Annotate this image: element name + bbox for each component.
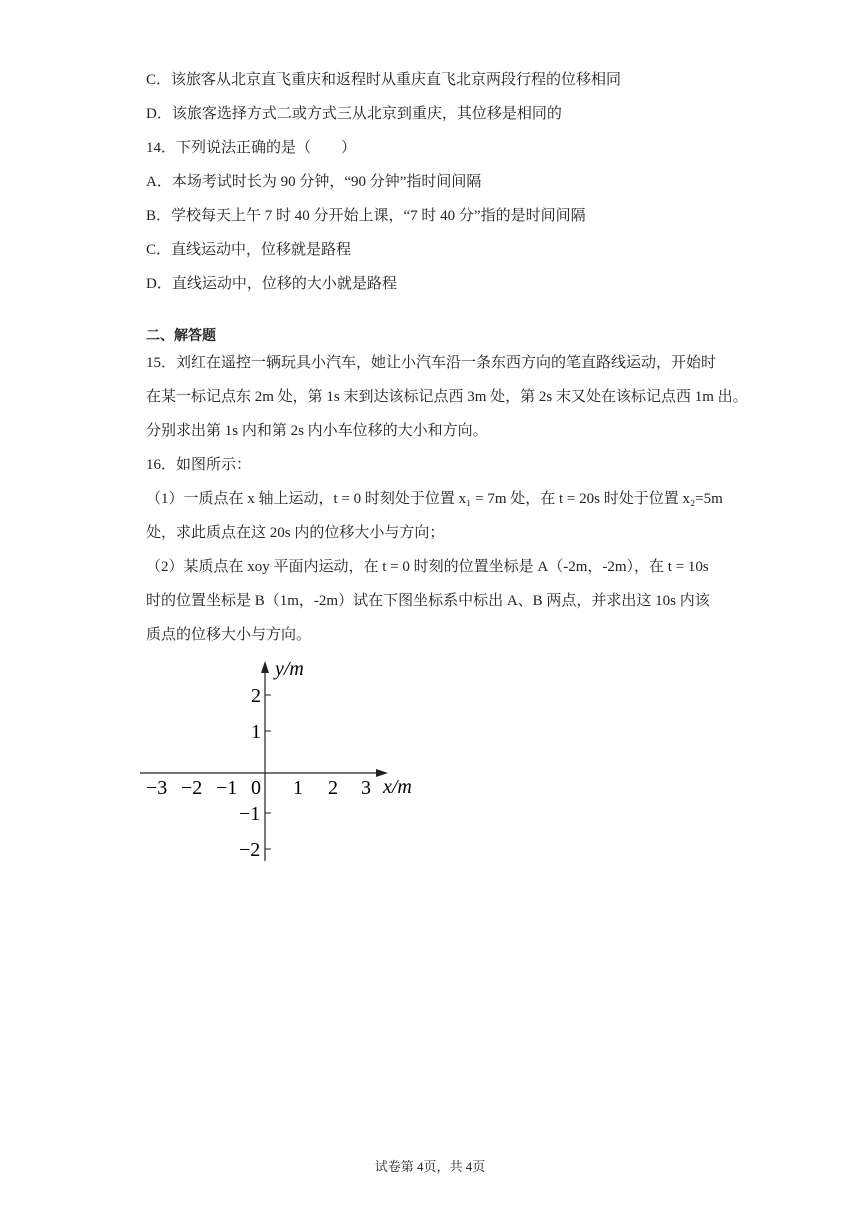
question-16-part-1-line-2: 处，求此质点在这 20s 内的位移大小与方向； [146, 525, 445, 541]
origin-label: 0 [251, 777, 261, 799]
x-tick-label: −3 [146, 777, 168, 799]
section-heading: 二、解答题 [146, 328, 216, 344]
x-axis-label: x/m [383, 776, 412, 798]
y-tick-label: 1 [251, 721, 261, 743]
question-16-part-2-line-2: 时的位置坐标是 B（1m，-2m）试在下图坐标系中标出 A、B 两点，并求出这 10s 内该 [146, 593, 710, 609]
y-tick-label: −1 [239, 803, 261, 825]
y-tick-label: 2 [251, 685, 261, 707]
option-b-q14: B．学校每天上午 7 时 40 分开始上课，“7 时 40 分”指的是时间间隔 [146, 208, 586, 224]
page-footer: 试卷第 4页，共 4页 [374, 1159, 486, 1174]
question-15-line-1: 15．刘红在遥控一辆玩具小汽车，她让小汽车沿一条东西方向的笔直路线运动，开始时 [146, 355, 717, 371]
question-16-part-2-line-1: （2）某质点在 xoy 平面内运动，在 t = 0 时刻的位置坐标是 A（-2m，-2m），在 t = 10s [146, 559, 709, 575]
option-d-q14: D．直线运动中，位移的大小就是路程 [146, 276, 397, 292]
option-a-q14: A．本场考试时长为 90 分钟，“90 分钟”指时间间隔 [146, 174, 482, 190]
x-tick-label: 3 [361, 777, 371, 799]
question-15-line-2: 在某一标记点东 2m 处，第 1s 末到达该标记点西 3m 处，第 2s 末又处在该标记点西 1m 出。 [146, 389, 748, 405]
question-16-part-1-line-1: （1）一质点在 x 轴上运动，t = 0 时刻处于位置 x₁ = 7m 处，在 t = 20s 时处于位置 x₂=5m [146, 491, 723, 507]
x-tick-label: 1 [293, 777, 303, 799]
question-16-part-2-line-3: 质点的位移大小与方向。 [146, 627, 312, 643]
x-tick-label: 2 [328, 777, 338, 799]
question-15-line-3: 分别求出第 1s 内和第 2s 内小车位移的大小和方向。 [146, 423, 488, 439]
question-16: 16．如图所示： [146, 457, 252, 473]
x-tick-label: −2 [181, 777, 203, 799]
y-axis-arrow-icon [261, 661, 269, 673]
y-tick-label: −2 [239, 839, 261, 861]
option-c-q13: C．该旅客从北京直飞重庆和返程时从重庆直飞北京两段行程的位移相同 [146, 72, 622, 88]
y-axis-label: y/m [275, 658, 304, 680]
coordinate-system-figure [140, 655, 430, 865]
x-tick-label: −1 [216, 777, 238, 799]
question-14: 14．下列说法正确的是（ ） [146, 140, 357, 156]
option-c-q14: C．直线运动中，位移就是路程 [146, 242, 352, 258]
option-d-q13: D．该旅客选择方式二或方式三从北京到重庆，其位移是相同的 [146, 106, 562, 122]
